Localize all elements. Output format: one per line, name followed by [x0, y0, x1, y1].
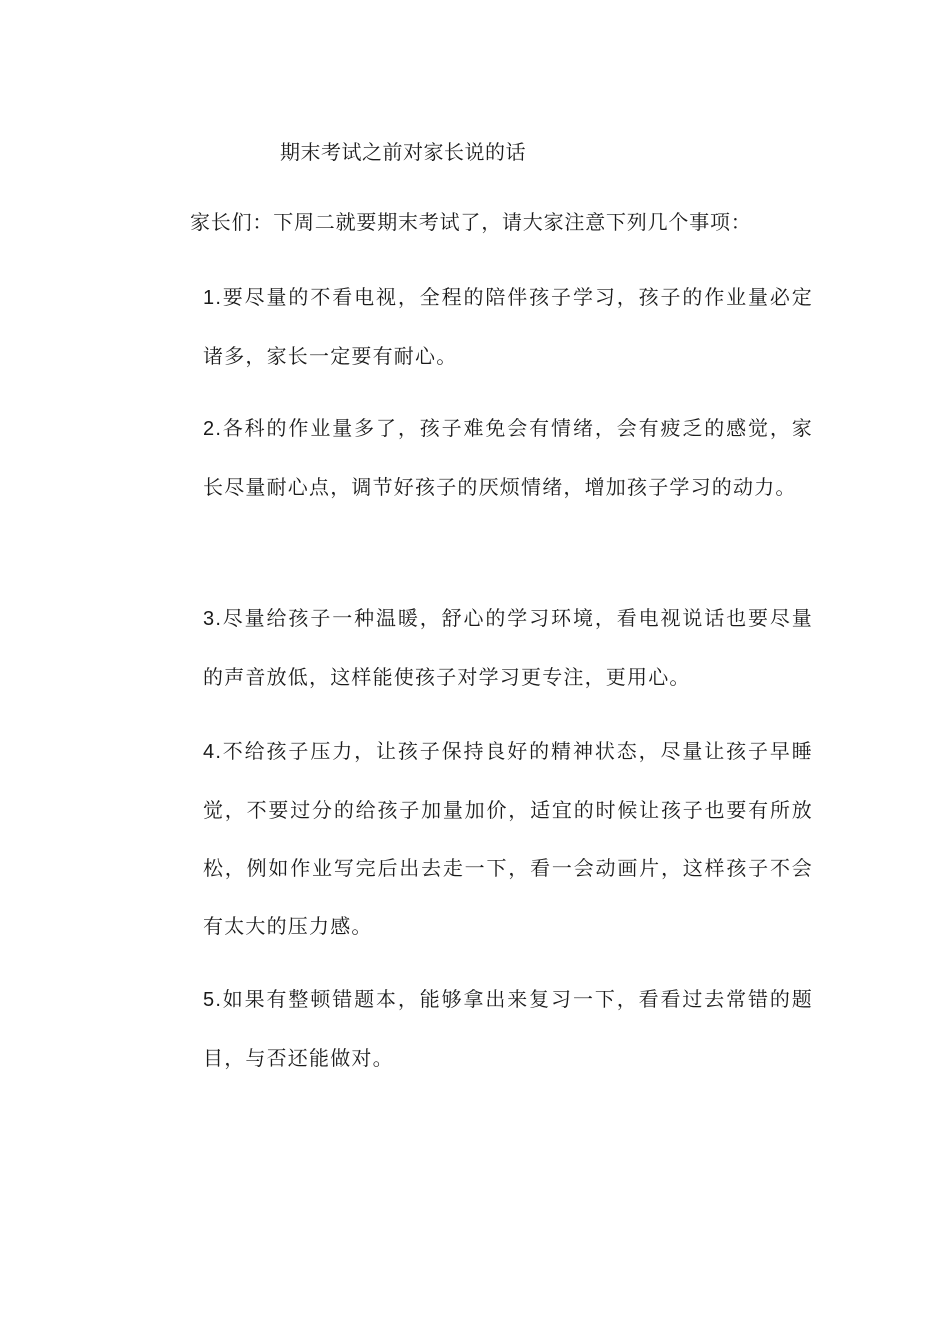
- list-item: [203, 399, 813, 516]
- list-item: [203, 268, 813, 385]
- list-item: [203, 970, 813, 1087]
- list-item: [203, 722, 813, 955]
- item-text: 如果有整顿错题本，能够拿出来复习一下，看看过去常错的题目，与否还能做对。: [203, 987, 813, 1070]
- greeting-paragraph: 家长们：下周二就要期末考试了，请大家注意下列几个事项：: [190, 210, 752, 234]
- item-number: 1.: [203, 287, 223, 309]
- item-text: 各科的作业量多了，孩子难免会有情绪，会有疲乏的感觉，家长尽量耐心点，调节好孩子的厌烦情绪，增加孩子学习的动力。: [203, 416, 813, 499]
- item-number: 4.: [203, 741, 223, 763]
- item-number: 2.: [203, 418, 223, 440]
- item-text: 尽量给孩子一种温暖，舒心的学习环境，看电视说话也要尽量的声音放低，这样能使孩子对学习更专注，更用心。: [203, 606, 813, 689]
- item-text: 不给孩子压力，让孩子保持良好的精神状态，尽量让孩子早睡觉，不要过分的给孩子加量加价，适宜的时候让孩子也要有所放松，例如作业写完后出去走一下，看一会动画片，这样孩子不会有太大的压力感。: [203, 739, 813, 938]
- document-title: 期末考试之前对家长说的话: [280, 140, 526, 164]
- item-number: 5.: [203, 989, 223, 1011]
- item-text: 要尽量的不看电视，全程的陪伴孩子学习，孩子的作业量必定诸多，家长一定要有耐心。: [203, 285, 813, 368]
- item-number: 3.: [203, 608, 223, 630]
- list-item: [203, 589, 813, 706]
